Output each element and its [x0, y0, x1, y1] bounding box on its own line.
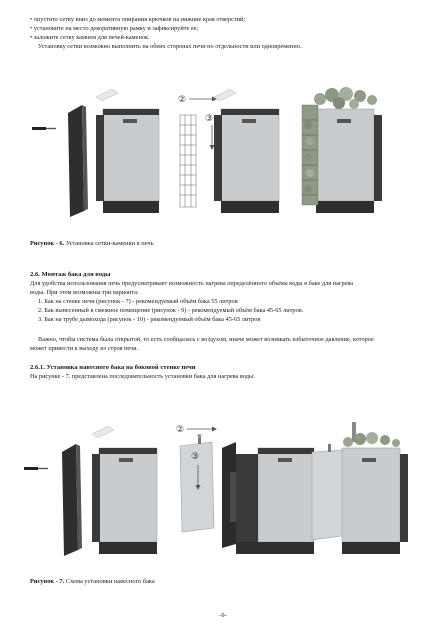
callout-2-label: ②: [176, 425, 185, 435]
option-item: 1. Бак на стенке печи (рисунок - 7) - рекомендуемый объём бака 55 литров: [38, 298, 238, 305]
section-2-6-paragraph-line: Для удобства использования печь предусматривает возможность нагрева определённого объёма воды в баке для нагрева: [30, 280, 354, 287]
page-number: -9-: [219, 612, 227, 619]
stove-1: [96, 89, 159, 213]
figure-7-illustration: [0, 412, 446, 572]
stove-2: [214, 89, 279, 213]
stove-2: [222, 442, 314, 554]
water-tank: [180, 434, 214, 532]
section-2-6-paragraph-line: воды. При этом возможны три варианта:: [30, 289, 139, 296]
side-panel: [68, 105, 88, 217]
screwdriver-icon: [32, 127, 56, 130]
stove-3-with-stones: [302, 87, 382, 213]
callout-2-label: ②: [178, 95, 187, 105]
section-2-6-1-heading: 2.6.1. Установка навесного бака на боковой стенке печи: [30, 364, 196, 371]
bullet-line: • опустите сетку вниз до момента опирания крючков на нижние края отверстий;: [30, 16, 246, 23]
section-2-6-1-paragraph: На рисунке - 7. представлена последовательность установки бака для нагрева воды.: [30, 373, 255, 380]
section-2-6-heading: 2.6. Монтаж бака для воды: [30, 271, 111, 278]
warning-line: Важно, чтобы система была открытой, то есть сообщалась с воздухом, иначе может возникать избыточное давление, которое: [38, 336, 374, 343]
stone-grid: [180, 115, 196, 207]
side-panel: [62, 444, 82, 556]
figure-6-illustration: [0, 75, 446, 235]
figure-7-caption-text: Схема установки навесного бака: [64, 578, 155, 585]
option-item: 2. Бак вынесенный в смежное помещение (рисунок - 9) - рекомендуемый объём бака 45-65 литров.: [38, 307, 304, 314]
figure-7-caption: [30, 578, 155, 586]
screwdriver-icon: [24, 467, 48, 470]
intro-note: Установку сетки возможно выполнить на обеих сторонах печи по отдельности или одновременно.: [38, 43, 302, 50]
warning-line: может привести к выходу из строя печи.: [30, 345, 139, 352]
figure-6-caption-text: Установка сетки-каменки в печь: [64, 240, 154, 247]
callout-3-label: ③: [205, 114, 214, 124]
figure-6-caption: [30, 240, 154, 248]
bullet-line: • установите на место декоративную рамку и зафиксируйте ее;: [30, 25, 199, 32]
bullet-line: • заложите сетку камнем для печей-каменок.: [30, 34, 150, 41]
figure-6-caption-label: Рисунок - 6.: [30, 240, 65, 247]
stove-3-with-tank: [312, 422, 408, 554]
figure-7-caption-label: Рисунок - 7.: [30, 578, 65, 585]
stove-1: [92, 426, 157, 554]
callout-3-label: ③: [191, 452, 200, 462]
option-item: 3. Бак на трубе дымохода (рисунок - 10) - рекомендуемый объём бака 45-65 литров: [38, 316, 261, 323]
